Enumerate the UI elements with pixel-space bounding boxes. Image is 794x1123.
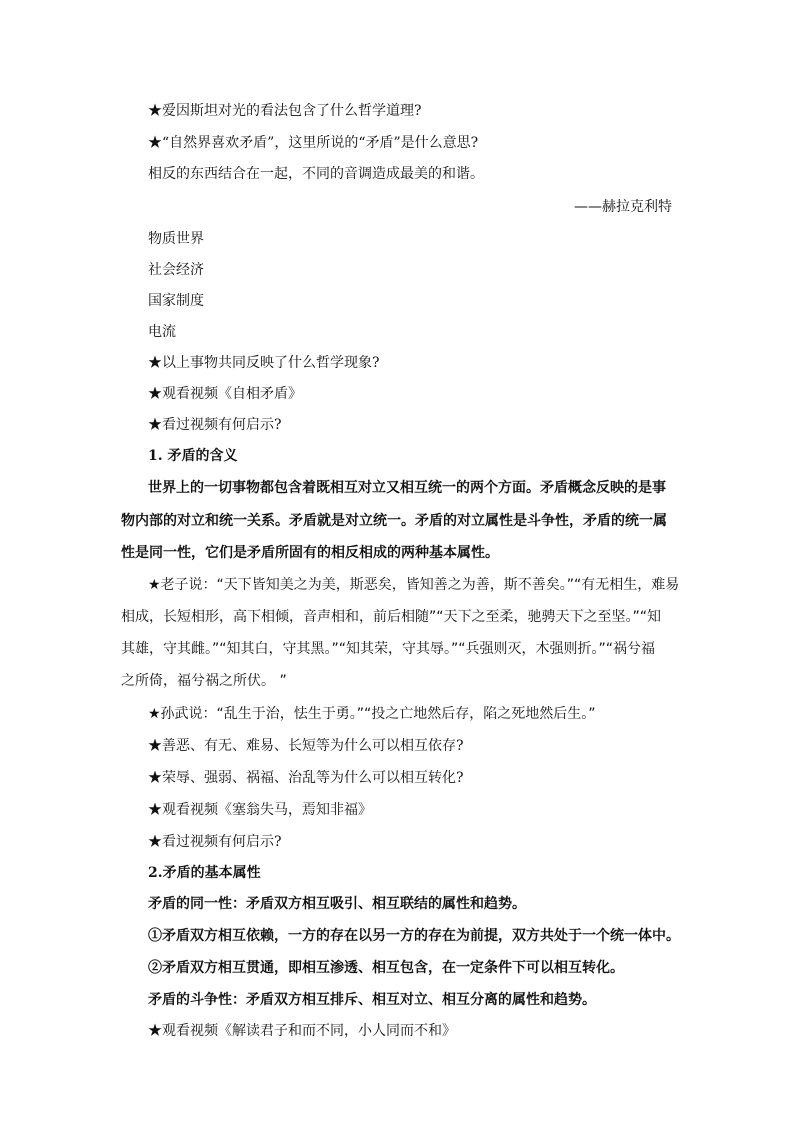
- prompt-item: ★看过视频有何启示?: [148, 834, 282, 850]
- prompt-item: ★观看视频《自相矛盾》: [148, 386, 302, 402]
- laozi-line: ★老子说：“天下皆知美之为美，斯恶矣，皆知善之为善，斯不善矣。”“有无相生，难易: [148, 577, 680, 593]
- section2-heading: 2.矛盾的基本属性: [148, 865, 261, 881]
- quote-author: ——赫拉克利特: [574, 199, 672, 215]
- laozi-line: 其雄，守其雌。”“知其白，守其黑。”“知其荣，守其辱。”“兵强则灭，木强则折。”“祸兮福: [121, 641, 656, 657]
- prompt-item: ★孙武说：“乱生于治，怯生于勇。”“投之亡地然后存，陷之死地然后生。”: [148, 706, 596, 722]
- identity-point-2: ②矛盾双方相互贯通，即相互渗透、相互包含，在一定条件下可以相互转化。: [148, 960, 624, 976]
- section1-heading: 1. 矛盾的含义: [148, 448, 238, 464]
- example-item: 国家制度: [148, 293, 204, 309]
- quote-text: 相反的东西结合在一起，不同的音调造成最美的和谐。: [148, 166, 484, 182]
- identity-definition: 矛盾的同一性：矛盾双方相互吸引、相互联结的属性和趋势。: [148, 896, 526, 912]
- struggle-definition: 矛盾的斗争性：矛盾双方相互排斥、相互对立、相互分离的属性和趋势。: [148, 992, 596, 1008]
- identity-point-1: ①矛盾双方相互依赖，一方的存在以另一方的存在为前提，双方共处于一个统一体中。: [148, 928, 680, 944]
- prompt-item: ★善恶、有无、难易、长短等为什么可以相互依存?: [148, 738, 464, 754]
- prompt-item: ★以上事物共同反映了什么哲学现象?: [148, 355, 380, 371]
- prompt-item: ★荣辱、强弱、祸福、治乱等为什么可以相互转化?: [148, 770, 464, 786]
- question-contradiction: ★“自然界喜欢矛盾”，这里所说的“矛盾”是什么意思?: [148, 135, 479, 151]
- example-item: 物质世界: [148, 231, 204, 247]
- example-item: 社会经济: [148, 262, 204, 278]
- laozi-line: 相成，长短相形，高下相倾，音声相和，前后相随”“天下之至柔，驰骋天下之至坚。”“知: [121, 609, 662, 625]
- prompt-item: ★看过视频有何启示?: [148, 417, 282, 433]
- video-prompt: ★观看视频《解读君子和而不同，小人同而不和》: [148, 1023, 456, 1039]
- section1-line: 世界上的一切事物都包含着既相互对立又相互统一的两个方面。矛盾概念反映的是事: [148, 480, 666, 496]
- section1-line: 物内部的对立和统一关系。矛盾就是对立统一。矛盾的对立属性是斗争性，矛盾的统一属: [121, 513, 667, 529]
- prompt-item: ★观看视频《塞翁失马，焉知非福》: [148, 802, 372, 818]
- laozi-line: 之所倚，福兮祸之所伏。 ”: [121, 673, 287, 689]
- question-einstein: ★爱因斯坦对光的看法包含了什么哲学道理?: [148, 103, 422, 119]
- section1-line: 性是同一性，它们是矛盾所固有的相反相成的两种基本属性。: [121, 545, 499, 561]
- example-item: 电流: [148, 324, 176, 340]
